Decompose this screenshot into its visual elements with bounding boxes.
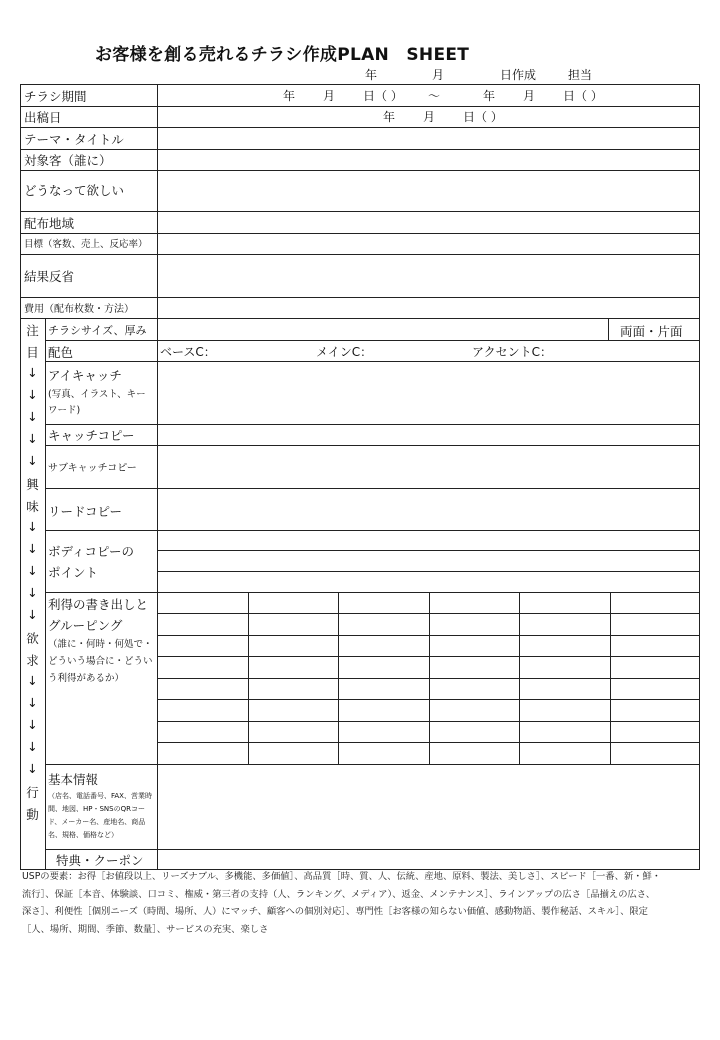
flow-interest-1: 興 (26, 477, 39, 492)
page-title: お客様を創る売れるチラシ作成PLAN SHEET (95, 45, 470, 65)
deadline-year: 年 (383, 110, 396, 124)
eyecatch-note-2: ワード) (48, 405, 81, 416)
arrow-down-icon: ↓ (27, 695, 38, 710)
usp-line-3: 深さ］、利便性［個別ニーズ（時間、場所、人）にマッチ、顧客への個別対応］、専門性［お客様の知らない価値、感動物語、製作秘話、スキル］、限定 (22, 906, 648, 917)
size-label: チラシサイズ、厚み (48, 324, 147, 337)
arrow-down-icon: ↓ (27, 739, 38, 754)
month-label: 月 (432, 68, 445, 82)
period-start-day: 日（ ） (363, 89, 403, 103)
sides-label: 両面・片面 (620, 324, 683, 339)
arrow-down-icon: ↓ (27, 673, 38, 688)
target-label: 対象客（誰に） (24, 153, 112, 168)
cost-label: 費用（配布枚数・方法） (24, 304, 134, 315)
arrow-down-icon: ↓ (27, 409, 38, 424)
period-label: チラシ期間 (24, 89, 87, 104)
lead-copy-label: リードコピー (48, 504, 123, 519)
basic-note-4: 名、規格、価格など） (48, 831, 118, 839)
eyecatch-label: アイキャッチ (48, 368, 122, 383)
arrow-down-icon: ↓ (27, 585, 38, 600)
flow-desire-1: 欲 (26, 631, 39, 646)
year-label: 年 (365, 68, 378, 82)
accent-color-label: アクセントC： (472, 345, 553, 359)
flow-interest-2: 味 (26, 499, 39, 514)
body-copy-label-1: ボディコピーの (48, 544, 135, 559)
period-end-year: 年 (483, 89, 496, 103)
arrow-down-icon: ↓ (27, 761, 38, 776)
main-color-label: メインC： (316, 345, 373, 359)
period-tilde: 〜 (428, 89, 441, 103)
goal-label: 目標（客数、売上、反応率） (24, 239, 148, 250)
period-start-month: 月 (323, 89, 336, 103)
basic-note-1: （店名、電話番号、FAX、営業時 (48, 792, 152, 800)
arrow-down-icon: ↓ (27, 519, 38, 534)
catch-copy-label: キャッチコピー (48, 428, 135, 443)
flow-attention-2: 目 (26, 345, 39, 360)
basic-info-label: 基本情報 (48, 772, 99, 787)
eyecatch-note-1: (写真、イラスト、キー (48, 389, 146, 400)
color-label: 配色 (48, 345, 74, 360)
arrow-down-icon: ↓ (27, 453, 38, 468)
theme-label: テーマ・タイトル (24, 132, 124, 147)
benefit-label-2: グルーピング (48, 618, 123, 633)
deadline-day: 日（ ） (463, 110, 503, 124)
body-copy-label-2: ポイント (48, 565, 99, 580)
person-label: 担当 (568, 68, 593, 82)
arrow-down-icon: ↓ (27, 607, 38, 622)
usp-line-1: USPの要素：お得［お値段以上、リーズナブル、多機能、多価値］、高品質［時、質、人、伝統、産地、原料、製法、美しさ］、スピード［一番、新・鮮・ (22, 871, 662, 882)
benefit-note-2: どういう場合に・どうい (48, 656, 153, 667)
benefit-note-3: う利得があるか） (48, 673, 125, 684)
flow-action-2: 動 (26, 807, 39, 822)
basic-note-3: ド、メーカー名、産地名、商品 (48, 818, 146, 826)
usp-line-2: 流行］、保証［本音、体験談、口コミ、権威・第三者の支持（人、ランキング、メディア）、返金、メンテナンス］、ラインアップの広さ［品揃えの広さ、 (22, 888, 656, 900)
arrow-down-icon: ↓ (27, 387, 38, 402)
sub-catch-label: サブキャッチコピー (48, 463, 137, 474)
coupon-label: 特典・クーポン (56, 853, 144, 868)
benefit-label-1: 利得の書き出しと (48, 597, 149, 612)
usp-line-4: ［人、場所、期間、季節、数量］、サービスの充実、楽しさ (22, 923, 269, 935)
basic-note-2: 間、地図、HP・SNSのQRコー (48, 805, 145, 813)
benefit-note-1: （誰に・何時・何処で・ (48, 639, 153, 650)
base-color-label: ベースC： (160, 345, 216, 359)
period-start-year: 年 (283, 89, 296, 103)
arrow-down-icon: ↓ (27, 717, 38, 732)
area-label: 配布地域 (24, 216, 75, 231)
flow-attention-1: 注 (26, 323, 39, 338)
usp-notes (22, 868, 702, 938)
result-label: 結果反省 (24, 269, 75, 284)
desired-label: どうなって欲しい (24, 183, 125, 198)
arrow-down-icon: ↓ (27, 541, 38, 556)
flow-action-1: 行 (26, 785, 39, 800)
arrow-down-icon: ↓ (27, 365, 38, 380)
period-end-month: 月 (523, 89, 536, 103)
flow-desire-2: 求 (26, 653, 39, 668)
created-label: 日作成 (500, 68, 537, 82)
arrow-down-icon: ↓ (27, 431, 38, 446)
arrow-down-icon: ↓ (27, 563, 38, 578)
deadline-month: 月 (423, 110, 436, 124)
deadline-label: 出稿日 (24, 110, 62, 125)
period-end-day: 日（ ） (563, 89, 603, 103)
plan-sheet-form (20, 84, 700, 870)
